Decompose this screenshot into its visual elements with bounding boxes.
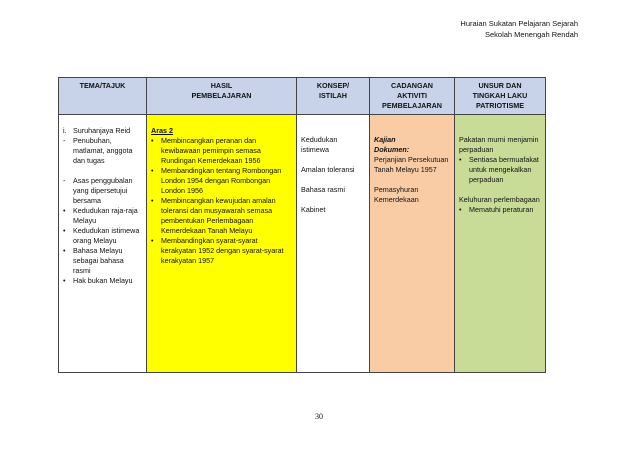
table-header-row — [59, 78, 546, 115]
aktiviti-pemasyhuran: Pemasyhuran Kemerdekaan — [374, 185, 419, 204]
list-item: • Hak bukan Melayu — [63, 276, 133, 285]
aktiviti-dokumen: Dokumen: — [374, 145, 410, 154]
cell-konsep — [297, 115, 370, 373]
aras-label: Aras 2 — [151, 126, 173, 135]
list-item: • Mematuhi peraturan — [459, 205, 534, 214]
syllabus-table — [58, 77, 546, 373]
header-line-2: Sekolah Menengah Rendah — [485, 30, 578, 39]
cell-patriotisme — [455, 115, 546, 373]
tema-list — [63, 126, 142, 286]
konsep-item: Kedudukan istimewa — [301, 135, 338, 154]
header-patriotisme: UNSUR DAN TINGKAH LAKU PATRIOTISME — [455, 78, 546, 115]
list-item: • Membandingkan syarat-syarat kerakyatan 1952 dengan syarat-syarat kerakyatan 1957 — [151, 236, 284, 265]
list-item: • Kedudukan raja-raja Melayu — [63, 206, 138, 225]
header-hasil: HASIL PEMBELAJARAN — [147, 78, 297, 115]
header-aktiviti: CADANGAN AKTIVITI PEMBELAJARAN — [370, 78, 455, 115]
patriotisme-heading-2: Keluhuran perlembagaan — [459, 195, 540, 204]
header-konsep: KONSEP/ ISTILAH — [297, 78, 370, 115]
aktiviti-perjanjian: Perjanjian Persekutuan Tanah Melayu 1957 — [374, 155, 449, 174]
hasil-list — [151, 136, 292, 266]
list-item: i. Suruhanjaya Reid — [63, 126, 131, 135]
list-item: • Sentiasa bermuafakat untuk mengekalkan perpaduan — [459, 155, 539, 184]
cell-aktiviti — [370, 115, 455, 373]
list-item: • Membincangkan kewujudan amalan toleransi dan musyawarah semasa pembentukan Perlembagaan Kemerdekaan Tanah Melayu — [151, 196, 276, 235]
konsep-item: Bahasa rasmi — [301, 185, 345, 194]
header-tema: TEMA/TAJUK — [59, 78, 147, 115]
list-item: • Bahasa Melayu sebagai bahasa rasmi — [63, 246, 124, 275]
document-header — [460, 18, 578, 40]
page-number: 30 — [315, 412, 323, 421]
list-item: - Penubuhan, matlamat, anggota dan tugas — [63, 136, 133, 165]
list-item: • Kedudukan istimewa orang Melayu — [63, 226, 140, 245]
list-item: • Membandingkan tentang Rombongan London 1954 dengan Rombongan London 1956 — [151, 166, 282, 195]
cell-hasil — [147, 115, 297, 373]
table-row — [59, 115, 546, 373]
cell-tema — [59, 115, 147, 373]
patriotisme-heading-1: Pakatan murni menjamin perpaduan — [459, 135, 539, 154]
konsep-item: Kabinet — [301, 205, 326, 214]
list-item: - Asas penggubalan yang dipersetujui bersama — [63, 176, 133, 205]
konsep-item: Amalan toleransi — [301, 165, 355, 174]
header-line-1: Huraian Sukatan Pelajaran Sejarah — [460, 19, 578, 28]
list-item: • Membincangkan peranan dan kewibawaan pemimpin semasa Rundingan Kemerdekaan 1956 — [151, 136, 261, 165]
aktiviti-kajian: Kajian — [374, 135, 396, 144]
